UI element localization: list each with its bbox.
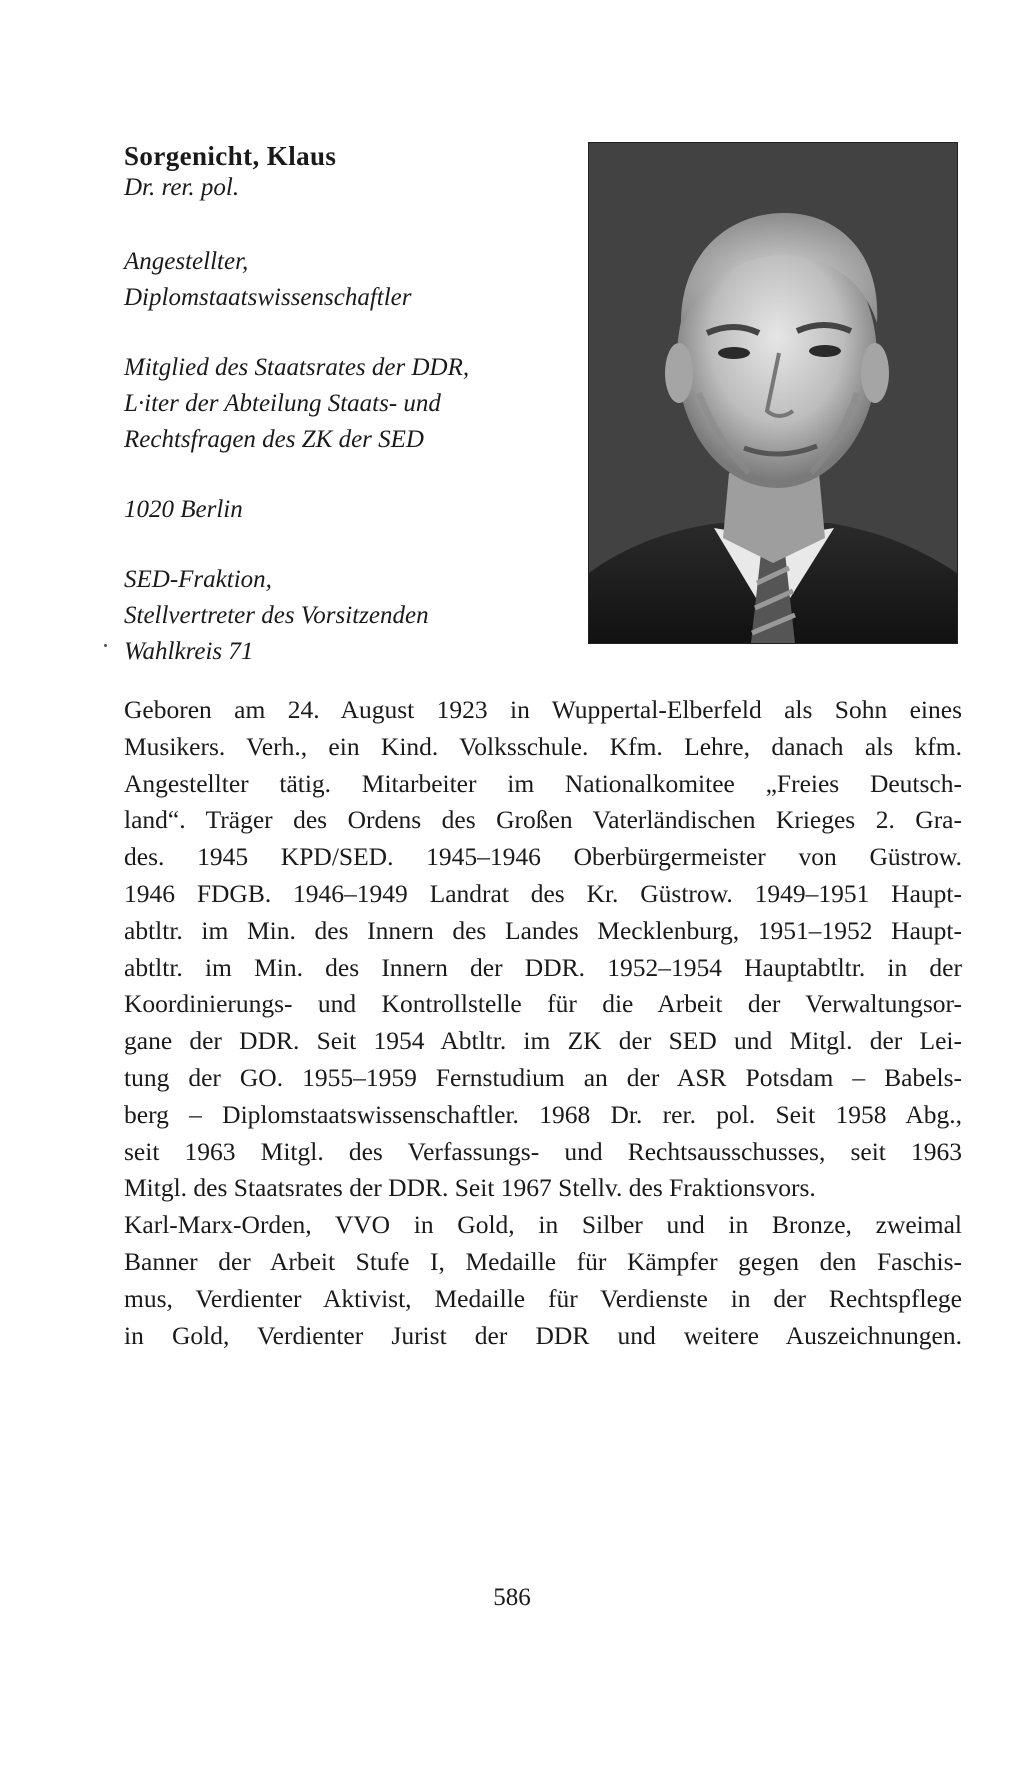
biography-line: gane der DDR. Seit 1954 Abtltr. im ZK der SED und Mitgl. der Lei- bbox=[124, 1026, 962, 1056]
biography-line: Mitgl. des Staatsrates der DDR. Seit 1967 Stellv. des Fraktionsvors. bbox=[124, 1173, 816, 1203]
biography-line: seit 1963 Mitgl. des Verfassungs- und Rechtsausschusses, seit 1963 bbox=[124, 1136, 962, 1166]
functions bbox=[124, 350, 584, 458]
awards-line: Banner der Arbeit Stufe I, Medaille für Kämpfer gegen den Faschis- bbox=[124, 1246, 962, 1276]
biography-line: des. 1945 KPD/SED. 1945–1946 Oberbürgermeister von Güstrow. bbox=[124, 842, 962, 872]
occupation-line: Diplomstaatswissenschaftler bbox=[124, 284, 412, 311]
biography-line: Geboren am 24. August 1923 in Wuppertal-Elberfeld als Sohn eines bbox=[124, 695, 962, 724]
biography-line: berg – Diplomstaatswissenschaftler. 1968 Dr. rer. pol. Seit 1958 Abg., bbox=[124, 1099, 962, 1129]
print-speck bbox=[104, 644, 107, 647]
biography bbox=[124, 692, 962, 1354]
occupation bbox=[124, 244, 584, 316]
function-line: Rechtsfragen des ZK der SED bbox=[124, 426, 424, 453]
function-line: Mitglied des Staatsrates der DDR, bbox=[124, 354, 470, 381]
biography-line: Koordinierungs- und Kontrollstelle für die Arbeit der Verwaltungsor- bbox=[124, 989, 962, 1019]
awards-line: in Gold, Verdienter Jurist der DDR und weitere Auszeichnungen. bbox=[124, 1320, 962, 1350]
awards-line: Karl-Marx-Orden, VVO in Gold, in Silber und in Bronze, zweimal bbox=[124, 1210, 962, 1240]
portrait-illustration bbox=[589, 143, 957, 643]
biography-line: tung der GO. 1955–1959 Fernstudium an der ASR Potsdam – Babels- bbox=[124, 1062, 962, 1092]
academic-title: Dr. rer. pol. bbox=[124, 174, 240, 201]
member-header bbox=[124, 140, 584, 670]
biography-line: abtltr. im Min. des Innern des Landes Mecklenburg, 1951–1952 Haupt- bbox=[124, 915, 962, 945]
biography-line: abtltr. im Min. des Innern der DDR. 1952–1954 Hauptabtltr. in der bbox=[124, 952, 962, 982]
biography-line: Musikers. Verh., ein Kind. Volksschule. Kfm. Lehre, danach als kfm. bbox=[124, 731, 962, 761]
member-name: Sorgenicht, Klaus bbox=[124, 141, 337, 171]
fraction-line: Stellvertreter des Vorsitzenden bbox=[124, 602, 429, 629]
biography-line: land“. Träger des Ordens des Großen Vaterländischen Krieges 2. Gra- bbox=[124, 805, 962, 835]
fraction-line: SED-Fraktion, bbox=[124, 566, 272, 593]
function-line: L·iter der Abteilung Staats- und bbox=[124, 390, 441, 417]
fraction-info bbox=[124, 562, 584, 670]
page-number: 586 bbox=[493, 1584, 531, 1611]
fraction-line: Wahlkreis 71 bbox=[124, 638, 254, 665]
portrait-photo bbox=[588, 142, 958, 644]
city: 1020 Berlin bbox=[124, 496, 243, 523]
awards-line: mus, Verdienter Aktivist, Medaille für Verdienste in der Rechtspflege bbox=[124, 1283, 962, 1313]
biography-line: Angestellter tätig. Mitarbeiter im Nationalkomitee „Freies Deutsch- bbox=[124, 768, 962, 798]
biography-line: 1946 FDGB. 1946–1949 Landrat des Kr. Güstrow. 1949–1951 Haupt- bbox=[124, 878, 962, 908]
occupation-line: Angestellter, bbox=[124, 248, 249, 275]
